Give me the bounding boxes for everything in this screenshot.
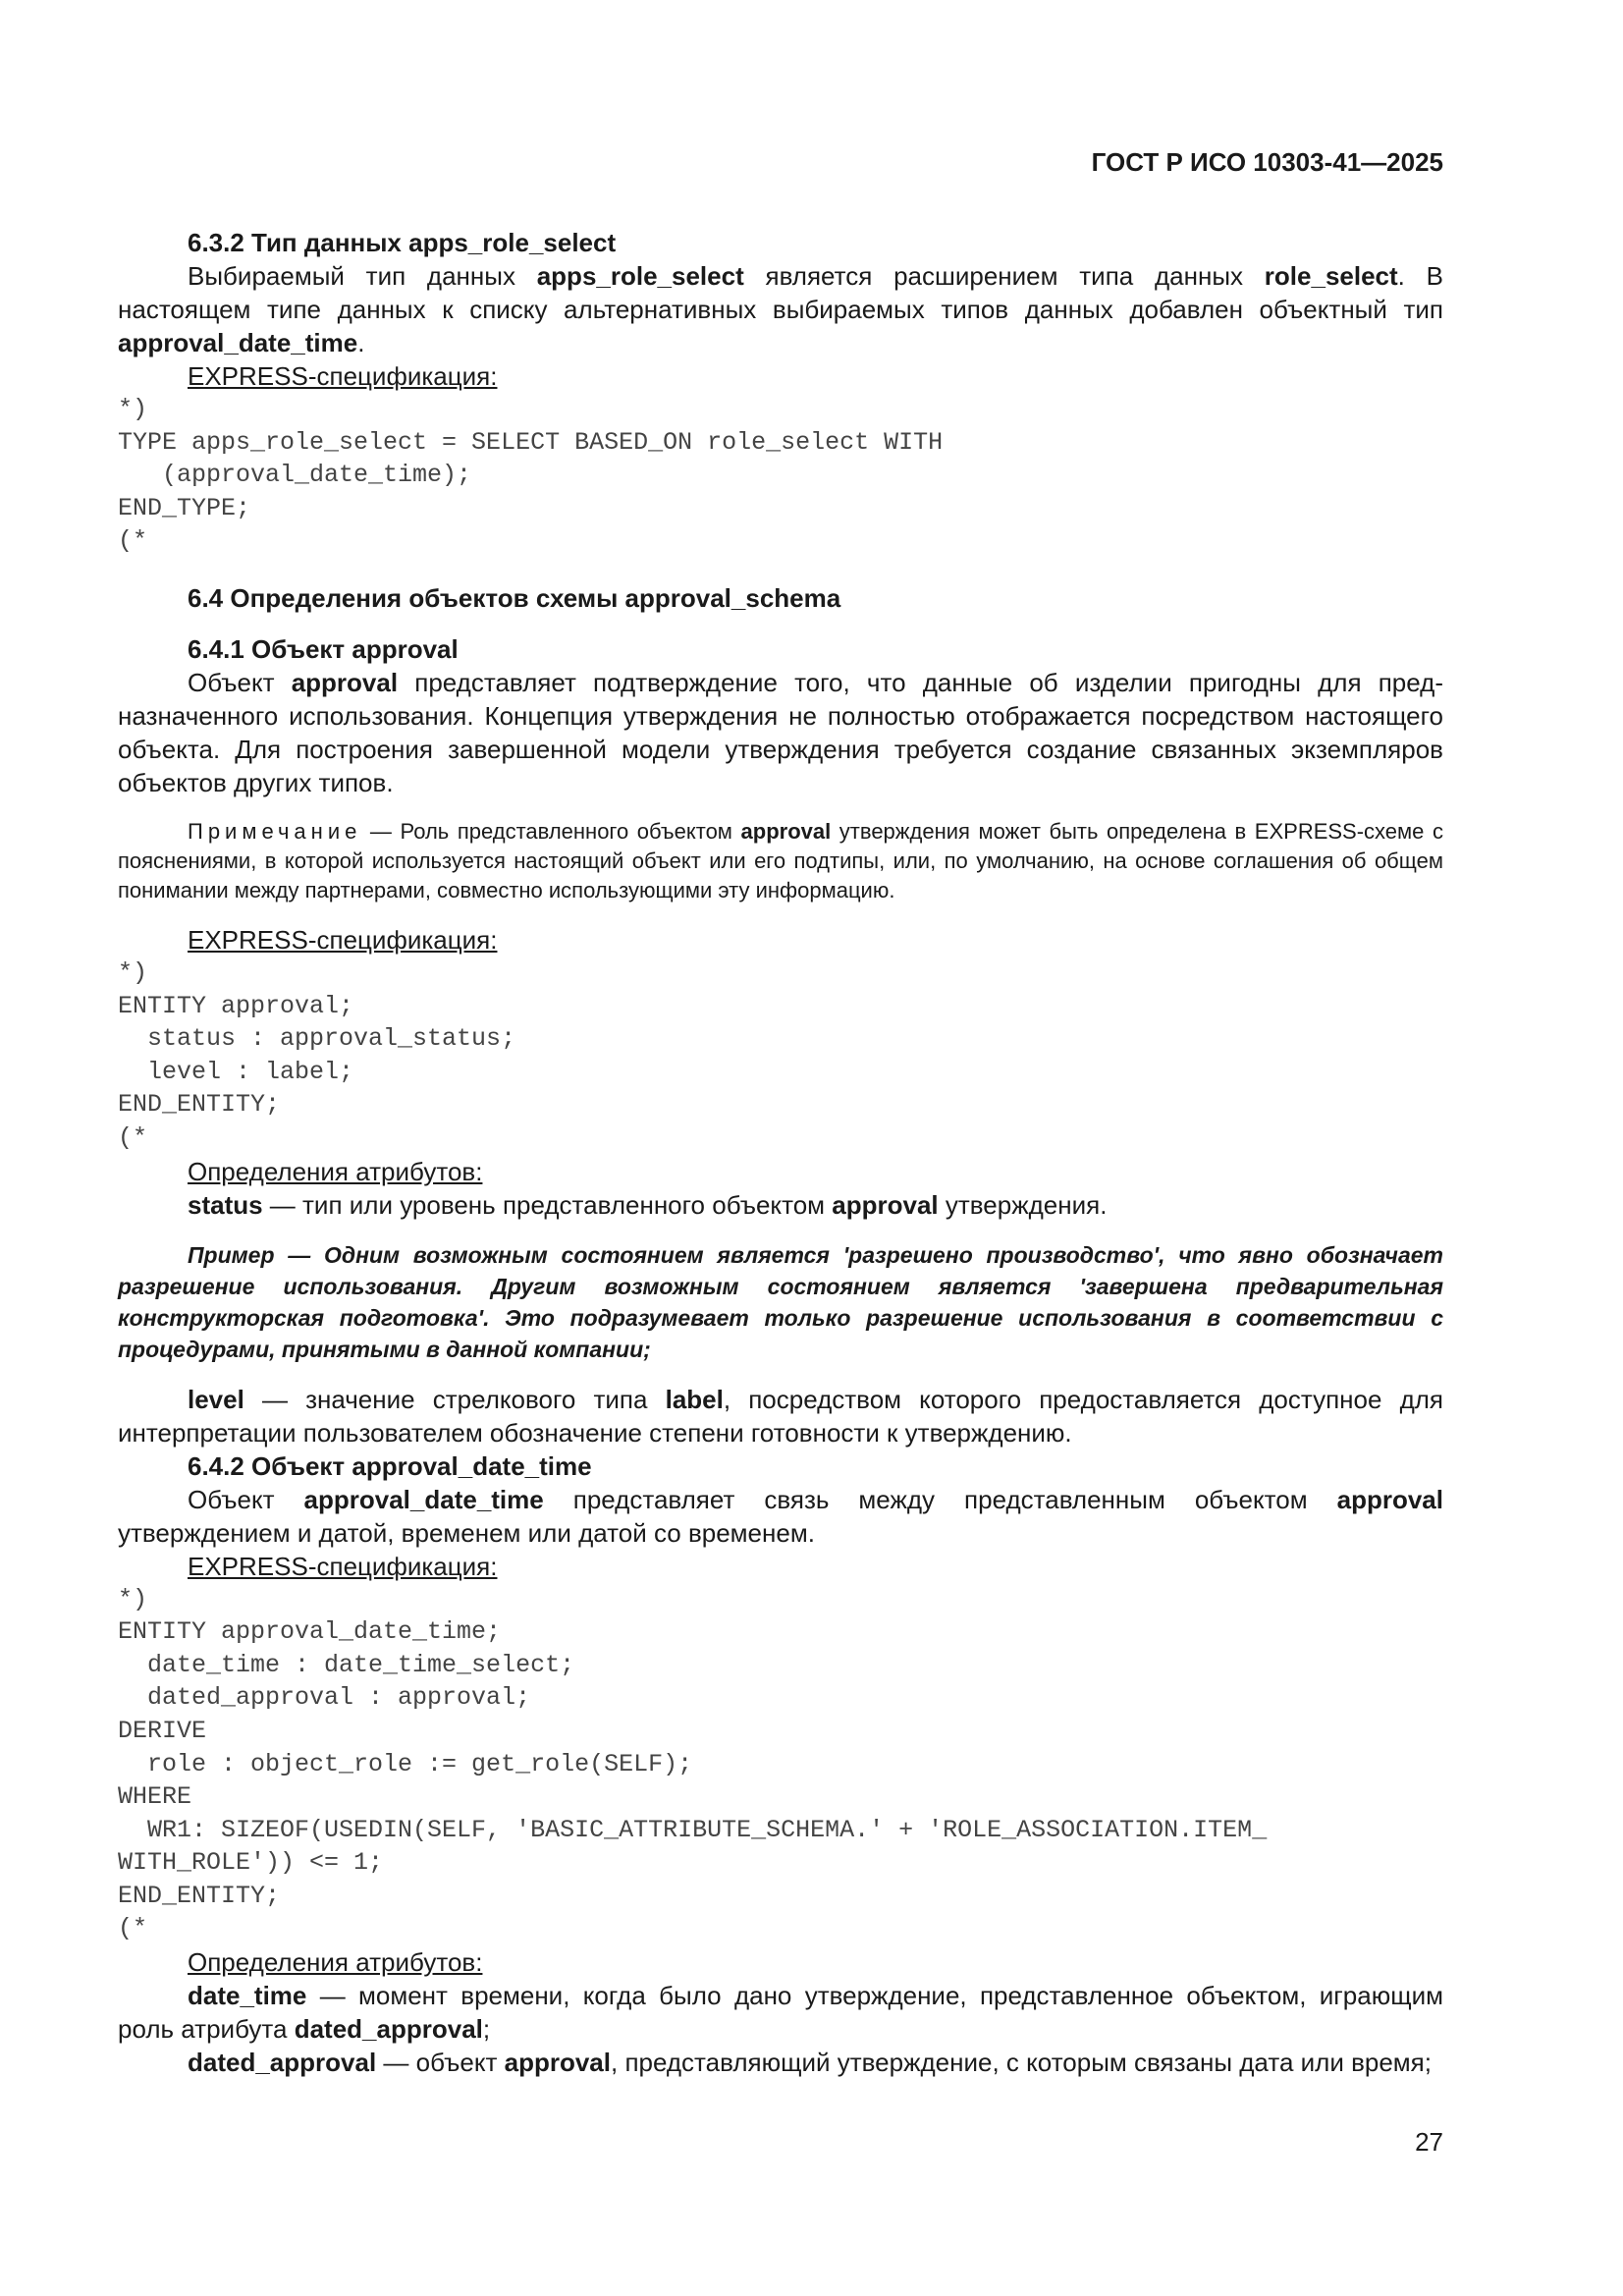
paragraph-approval-date-time: Объект approval_date_time представляет связь между представленным объектом approval утверждением и датой, временем или датой со временем.: [118, 1484, 1443, 1548]
attribute-status-definition: status — тип или уровень представленного объектом approval утверждения.: [188, 1189, 1108, 1220]
express-code-apps-role-select: *) TYPE apps_role_select = SELECT BASED_ON role_select WITH (approval_date_time); END_TYPE; (*: [118, 395, 944, 556]
section-heading-6-4-2: 6.4.2 Объект approval_date_time: [188, 1450, 592, 1481]
page-number: 27: [1415, 2127, 1443, 2157]
express-code-approval-date-time: *) ENTITY approval_date_time; date_time : date_time_select; dated_approval : approval; DERIVE role : object_role := get_role(SELF); WHERE WR1: SIZEOF(USEDIN(SELF, 'BASIC_ATTRIBUTE_SCHEMA.' + 'ROLE_ASSOCIATION.ITEM_ WITH_ROLE')) <= 1; END_ENTITY; (*: [118, 1584, 1268, 1943]
attribute-level-definition: level — значение стрелкового типа label, посредством которого предоставляется доступное для интерпретации пользователем обозначение степени готовности к утверждению.: [118, 1384, 1443, 1448]
attribute-date-time-definition: date_time — момент времени, когда было дано утверждение, представленное объектом, играющим роль атрибута dated_approval;: [118, 1981, 1443, 2045]
paragraph-approval: Объект approval представляет подтверждение того, что данные об изделии пригодны для предназначенного использования. Концепция утверждения не полностью отображается посредством настоящего объекта. Для построения завершенной модели утверждения требуется создание связанных экземпляров объектов других типов.: [118, 667, 1443, 797]
express-spec-label: EXPRESS-спецификация:: [188, 361, 498, 391]
document-body: [118, 226, 1443, 2079]
example-approval-status: Пример — Одним возможным состоянием является 'разрешено производство', что явно обозначает разрешение использования. Другим возможным состоянием является 'завершена предварительная конструкторская подготовка'. Это подразумевает только разрешение использования в соответствии с процедурами, принятыми в данной компании;: [118, 1241, 1443, 1362]
note-approval: Примечание — Роль представленного объектом approval утверждения может быть определена в EXPRESS-схеме с пояснениями, в которой используется настоящий объект или его подтипы, или, по умолчанию, на основе соглашения об общем понимании между партнерами, совместно использующими эту информацию.: [118, 818, 1443, 902]
section-heading-6-4: 6.4 Определения объектов схемы approval_schema: [188, 582, 841, 613]
paragraph-apps-role-select: Выбираемый тип данных apps_role_select является расширением типа данных role_select. В настоящем типе данных к списку альтернативных выбираемых типов данных добавлен объектный тип approval_date_time.: [118, 261, 1443, 357]
page-header-standard-id: ГОСТ Р ИСО 10303-41—2025: [1091, 147, 1443, 177]
attribute-dated-approval-definition: dated_approval — объект approval, представляющий утверждение, с которым связаны дата или время;: [188, 2048, 1432, 2078]
express-spec-label: EXPRESS-спецификация:: [188, 924, 498, 955]
section-heading-6-4-1: 6.4.1 Объект approval: [188, 633, 459, 664]
section-heading-6-3-2: 6.3.2 Тип данных apps_role_select: [188, 228, 617, 257]
express-code-approval: *) ENTITY approval; status : approval_status; level : label; END_ENTITY; (*: [118, 957, 516, 1152]
attribute-definitions-label: Определения атрибутов:: [188, 1947, 483, 1978]
attribute-definitions-label: Определения атрибутов:: [188, 1156, 483, 1186]
express-spec-label: EXPRESS-спецификация:: [188, 1551, 498, 1581]
